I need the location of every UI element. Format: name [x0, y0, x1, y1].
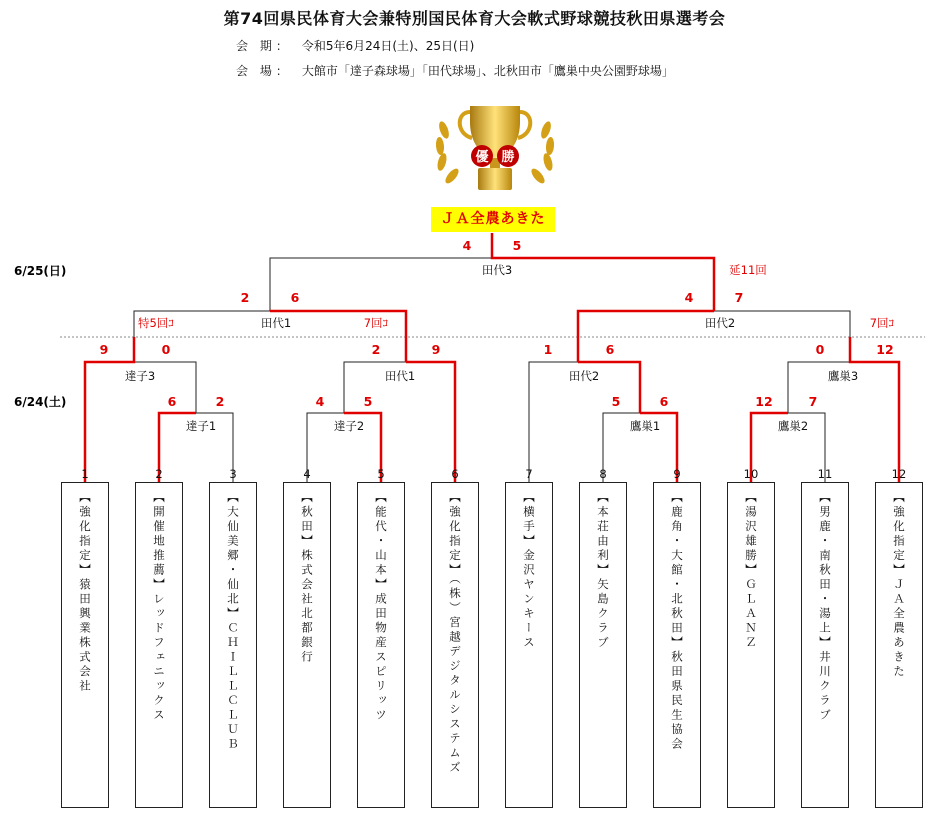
team-box-6 [431, 482, 479, 808]
score-final-l: 4 [462, 238, 472, 253]
venue-r1c: 鷹巣1 [629, 419, 661, 433]
score-r1d-r: 7 [808, 394, 818, 409]
score-r1b-r: 5 [363, 394, 373, 409]
note-sfl-right: 7回ｺ [363, 316, 389, 330]
team-box-11 [801, 482, 849, 808]
team-name: 【強化指定】ＪＡ全農あきた [892, 491, 906, 680]
team-number: 2 [155, 467, 163, 481]
score-qf4-r: 12 [876, 342, 894, 357]
team-number: 4 [303, 467, 311, 481]
team-box-10 [727, 482, 775, 808]
score-r1d-l: 12 [755, 394, 773, 409]
team-number: 11 [817, 467, 833, 481]
venue-qf4: 鷹巣3 [827, 369, 859, 383]
date-day1: 6/24(土) [14, 395, 67, 409]
team-box-9 [653, 482, 701, 808]
score-qf2-l: 2 [371, 342, 381, 357]
score-qf4-l: 0 [815, 342, 825, 357]
final-win-path [492, 233, 714, 311]
venue-r1a: 達子1 [185, 419, 217, 433]
venue-r1b: 達子2 [333, 419, 365, 433]
venue-label: 会 場： [236, 64, 292, 78]
team-name: 【強化指定】猿田興業株式会社 [78, 491, 92, 694]
team-name: 【能代・山本】成田物産スピリッツ [374, 491, 388, 723]
venue-qf3: 田代2 [568, 369, 600, 383]
date-day2: 6/25(日) [14, 264, 67, 278]
team-box-4 [283, 482, 331, 808]
score-qf1-l: 9 [99, 342, 109, 357]
champion-label: ＪＡ全農あきた [431, 207, 555, 232]
team-name: 【開催地推薦】レッドフェニックス [152, 491, 166, 723]
team-number: 3 [229, 467, 237, 481]
team-name: 【湯沢雄勝】ＧＬＡＮＺ [744, 491, 758, 651]
score-r1c-l: 5 [611, 394, 621, 409]
note-sfr-right: 7回ｺ [869, 316, 895, 330]
note-sfl-left: 特5回ｺ [137, 316, 175, 330]
score-r1a-r: 2 [215, 394, 225, 409]
score-sfl-l: 2 [240, 290, 250, 305]
qf1-win-path [85, 337, 134, 482]
score-qf3-r: 6 [605, 342, 615, 357]
team-number: 9 [673, 467, 681, 481]
score-r1a-l: 6 [167, 394, 177, 409]
venue-final: 田代3 [481, 263, 513, 277]
team-name: 【鹿角・大館・北秋田】秋田県民生協会 [670, 491, 684, 752]
team-box-3 [209, 482, 257, 808]
score-sfl-r: 6 [290, 290, 300, 305]
venue-qf1: 達子3 [124, 369, 156, 383]
team-name: 【本荘由利】矢島クラブ [596, 491, 610, 651]
page-title: 第74回県民体育大会兼特別国民体育大会軟式野球競技秋田県選考会 [223, 9, 726, 28]
venue-qf2: 田代1 [384, 369, 416, 383]
trophy-text-2: 勝 [501, 150, 515, 165]
team-number: 8 [599, 467, 607, 481]
team-number: 7 [525, 467, 533, 481]
final-left-arm [270, 258, 492, 311]
team-name: 【大仙美郷・仙北】ＣＨＩＬＬＣＬＵＢ [226, 491, 240, 752]
team-number: 1 [81, 467, 89, 481]
team-name: 【男鹿・南秋田・湯上】井川クラブ [818, 491, 832, 723]
team-name: 【秋田】株式会社北都銀行 [300, 491, 314, 665]
team-box-12 [875, 482, 923, 808]
venue-r1d: 鷹巣2 [777, 419, 809, 433]
qf4-win-path [850, 337, 899, 482]
period-value: 令和5年6月24日(土)、25日(日) [301, 39, 475, 53]
venue-sf-left: 田代1 [260, 316, 292, 330]
team-number: 5 [377, 467, 385, 481]
team-name: 【横手】金沢ヤンキース [522, 491, 536, 651]
score-r1c-r: 6 [659, 394, 669, 409]
note-final: 延11回 [729, 263, 767, 277]
score-qf2-r: 9 [431, 342, 441, 357]
team-box-5 [357, 482, 405, 808]
team-box-2 [135, 482, 183, 808]
team-box-1 [61, 482, 109, 808]
team-number: 6 [451, 467, 459, 481]
trophy-text-1: 優 [475, 150, 489, 165]
score-sfr-r: 7 [734, 290, 744, 305]
score-sfr-l: 4 [684, 290, 694, 305]
period-label: 会 期： [236, 39, 292, 53]
venue-sf-right: 田代2 [704, 316, 736, 330]
score-qf3-l: 1 [543, 342, 553, 357]
team-box-7 [505, 482, 553, 808]
team-number: 10 [743, 467, 759, 481]
score-qf1-r: 0 [161, 342, 171, 357]
team-name: 【強化指定】（株）宮越デジタルシステムズ [448, 491, 462, 776]
score-final-r: 5 [512, 238, 522, 253]
team-box-8 [579, 482, 627, 808]
venue-value: 大館市「達子森球場」「田代球場」、北秋田市「鷹巣中央公園野球場」 [301, 64, 674, 78]
score-r1b-l: 4 [315, 394, 325, 409]
team-number: 12 [891, 467, 907, 481]
